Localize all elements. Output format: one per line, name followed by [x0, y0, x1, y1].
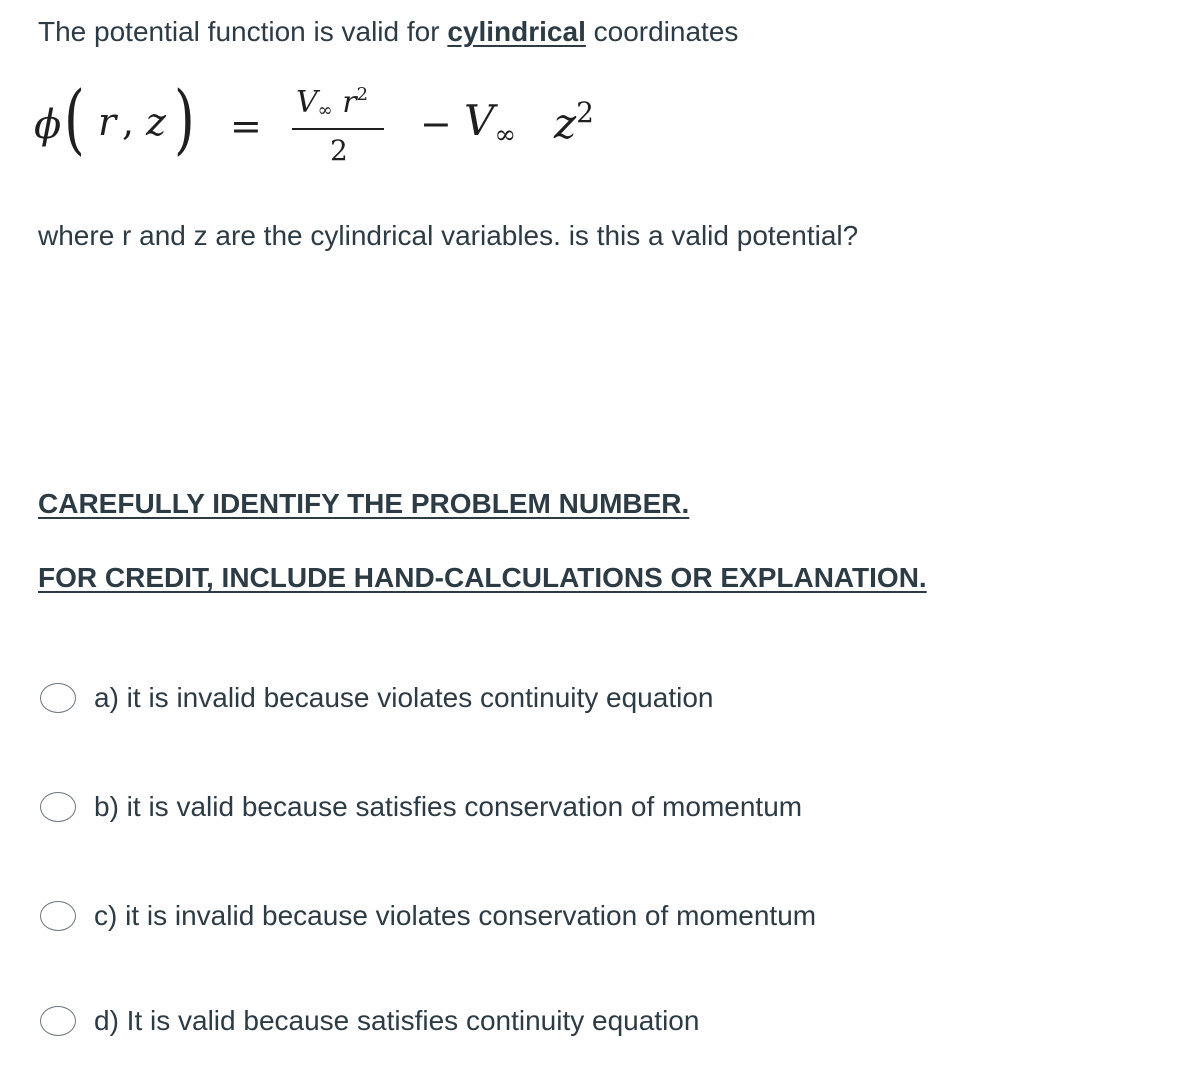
eq-comma: , — [122, 100, 135, 144]
intro-text-before: The potential function is valid for — [38, 16, 448, 47]
eq-z: z — [146, 100, 167, 144]
eq-num-sup: 2 — [356, 84, 369, 105]
radio-button-c[interactable] — [40, 901, 76, 931]
intro-emphasis: cylindrical — [447, 16, 586, 47]
eq-r: r — [98, 100, 117, 144]
eq-numerator — [296, 84, 368, 121]
potential-equation — [34, 74, 634, 190]
eq-term2-sub: ∞ — [494, 120, 517, 150]
eq-term2-v — [464, 96, 516, 150]
eq-term2-sup: 2 — [576, 96, 594, 129]
answer-option-c[interactable] — [40, 898, 816, 934]
option-a-label[interactable]: a) it is invalid because violates continuity equation — [94, 682, 714, 713]
eq-minus: − — [420, 102, 452, 146]
radio-button-d[interactable] — [40, 1006, 76, 1036]
eq-right-paren: ) — [174, 74, 195, 163]
eq-num-sub: ∞ — [317, 100, 333, 121]
option-b-label[interactable]: b) it is valid because satisfies conservation of momentum — [94, 791, 803, 822]
radio-button-a[interactable] — [40, 683, 76, 713]
notice-identify-problem: CAREFULLY IDENTIFY THE PROBLEM NUMBER. — [38, 488, 690, 519]
notice-include-calculations: FOR CREDIT, INCLUDE HAND-CALCULATIONS OR EXPLANATION. — [38, 562, 927, 593]
option-c-label[interactable]: c) it is invalid because violates conservation of momentum — [94, 900, 817, 931]
eq-num-r: r — [342, 85, 357, 120]
option-d-label[interactable]: d) It is valid because satisfies continuity equation — [94, 1005, 700, 1036]
eq-num-v: V — [296, 85, 318, 120]
eq-left-paren: ( — [64, 74, 85, 163]
question-text: where r and z are the cylindrical variables. is this a valid potential? — [38, 220, 859, 251]
eq-equals: = — [230, 104, 262, 148]
answer-option-b[interactable] — [40, 789, 802, 825]
eq-phi: ϕ — [34, 102, 62, 148]
eq-term2-v-letter: V — [464, 96, 495, 145]
answer-option-d[interactable] — [40, 1003, 699, 1039]
radio-button-b[interactable] — [40, 792, 76, 822]
answer-option-a[interactable] — [40, 680, 713, 716]
eq-term2-z — [554, 96, 594, 148]
question-intro — [38, 14, 738, 50]
eq-denominator: 2 — [330, 134, 348, 167]
eq-fraction-bar — [292, 128, 384, 130]
intro-text-after: coordinates — [585, 16, 739, 47]
eq-term2-z-letter: z — [554, 99, 577, 148]
